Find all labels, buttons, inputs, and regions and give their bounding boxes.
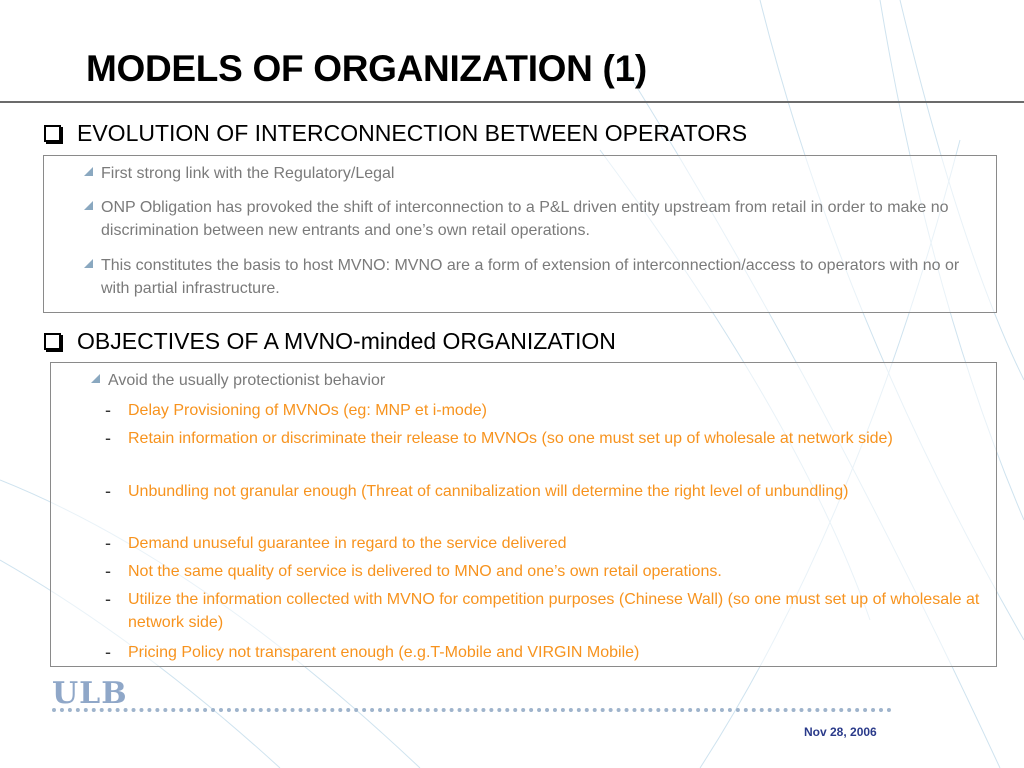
dash-marker: - bbox=[105, 589, 111, 609]
dash-marker: - bbox=[105, 481, 111, 501]
sub-list-item bbox=[105, 588, 985, 634]
ulb-logo: ULB bbox=[52, 676, 128, 711]
list-item bbox=[91, 369, 971, 392]
bullet-text: First strong link with the Regulatory/Legal bbox=[101, 165, 395, 182]
sub-item-text: Delay Provisioning of MVNOs (eg: MNP et i-mode) bbox=[128, 402, 487, 419]
page-title: MODELS OF ORGANIZATION (1) bbox=[86, 48, 647, 89]
list-item bbox=[84, 162, 984, 185]
sub-item-text: Pricing Policy not transparent enough (e.g.T-Mobile and VIRGIN Mobile) bbox=[128, 644, 640, 661]
checkbox-bullet-icon bbox=[44, 125, 61, 142]
sub-item-text: Retain information or discriminate their release to MVNOs (so one must set up of wholesale at network side) bbox=[128, 430, 893, 447]
sub-item-text: Unbundling not granular enough (Threat of cannibalization will determine the right level of unbundling) bbox=[128, 483, 849, 500]
dash-marker: - bbox=[105, 400, 111, 420]
list-item bbox=[84, 196, 984, 242]
dash-marker: - bbox=[105, 642, 111, 662]
triangle-bullet-icon bbox=[84, 259, 93, 268]
dash-marker: - bbox=[105, 533, 111, 553]
section-heading-text: OBJECTIVES OF A MVNO-minded ORGANIZATION bbox=[77, 328, 616, 354]
triangle-bullet-icon bbox=[84, 201, 93, 210]
evolution-content-box bbox=[43, 155, 997, 313]
title-divider bbox=[0, 101, 1024, 103]
sub-item-text: Not the same quality of service is delivered to MNO and one’s own retail operations. bbox=[128, 563, 722, 580]
section-heading-text: EVOLUTION OF INTERCONNECTION BETWEEN OPERATORS bbox=[77, 120, 748, 146]
list-item bbox=[84, 254, 989, 300]
bullet-text: This constitutes the basis to host MVNO: MVNO are a form of extension of interconnection/access to operators with no or with partial infrastructure. bbox=[101, 257, 960, 297]
triangle-bullet-icon bbox=[84, 167, 93, 176]
sub-list-item bbox=[105, 480, 985, 503]
sub-item-text: Demand unuseful guarantee in regard to the service delivered bbox=[128, 535, 567, 552]
dash-marker: - bbox=[105, 561, 111, 581]
triangle-bullet-icon bbox=[91, 374, 100, 383]
checkbox-bullet-icon bbox=[44, 333, 61, 350]
section-heading-objectives bbox=[44, 328, 616, 355]
dash-marker: - bbox=[105, 428, 111, 448]
sub-list-item bbox=[105, 641, 985, 664]
dotted-footer-rule bbox=[52, 708, 892, 712]
sub-list-item bbox=[105, 399, 985, 422]
objectives-content-box bbox=[50, 362, 997, 667]
sub-list-item bbox=[105, 532, 985, 555]
sub-list-item bbox=[105, 560, 985, 583]
bullet-text: Avoid the usually protectionist behavior bbox=[108, 372, 386, 389]
sub-item-text: Utilize the information collected with MVNO for competition purposes (Chinese Wall) (so one must set up of wholesale at network side) bbox=[128, 591, 980, 631]
section-heading-evolution bbox=[44, 120, 747, 147]
sub-list-item bbox=[105, 427, 985, 450]
slide-date: Nov 28, 2006 bbox=[804, 725, 877, 739]
bullet-text: ONP Obligation has provoked the shift of interconnection to a P&L driven entity upstream from retail in order to make no discrimination between new entrants and one’s own retail operations. bbox=[101, 199, 949, 239]
